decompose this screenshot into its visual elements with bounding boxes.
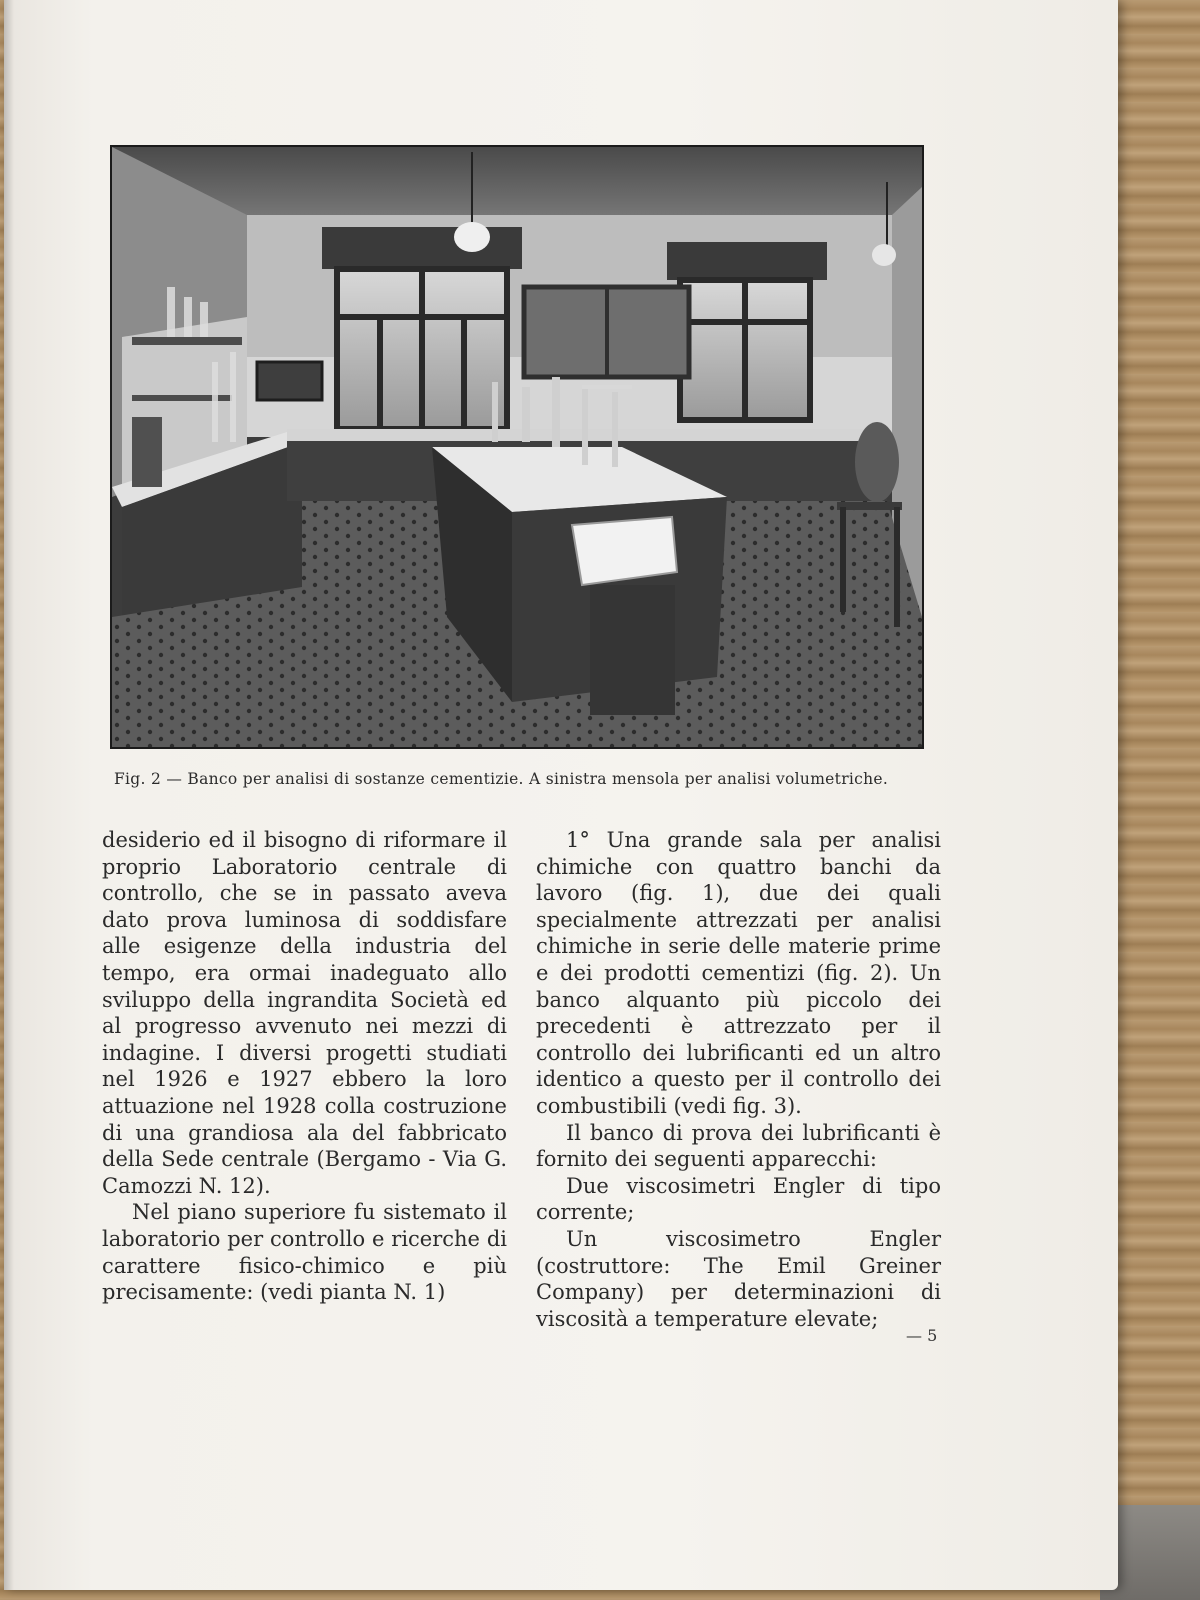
laboratory-photo-illustration [112, 147, 922, 747]
paragraph: Il banco di prova dei lubrificanti è fornito dei seguenti apparecchi: [536, 1120, 941, 1172]
text-column-left [102, 827, 507, 1306]
paragraph: 1° Una grande sala per analisi chimiche con quattro banchi da lavoro (fig. 1), due dei quali specialmente attrezzati per analisi chimiche in serie delle materie prime e dei prodotti cementizi (fig. 2). Un banco alquanto più piccolo dei precedenti è attrezzato per il controllo dei lubrificanti ed un altro identico a questo per il controllo dei combustibili (vedi fig. 3). [536, 828, 941, 1118]
figure-caption: Fig. 2 — Banco per analisi di sostanze cementizie. A sinistra mensola per analisi volumetriche. [114, 770, 889, 788]
paragraph: Nel piano superiore fu sistemato il laboratorio per controllo e ricerche di carattere fisico-chimico e più precisamente: (vedi pianta N. 1) [102, 1200, 507, 1305]
paragraph: desiderio ed il bisogno di riformare il proprio Laboratorio centrale di controllo, che se in passato aveva dato prova luminosa di soddisfare alle esigenze della industria del tempo, era ormai inadeguato allo sviluppo della ingrandita Società ed al progresso avvenuto nei mezzi di indagine. I diversi progetti studiati nel 1926 e 1927 ebbero la loro attuazione nel 1928 colla costruzione di una grandiosa ala del fabbricato della Sede centrale (Bergamo - Via G. Camozzi N. 12). [102, 828, 507, 1198]
document-page [4, 0, 1118, 1590]
page-binding-shadow [4, 0, 14, 1590]
laboratory-photograph [110, 145, 924, 749]
paragraph: Due viscosimetri Engler di tipo corrente; [536, 1173, 941, 1225]
text-column-right [536, 827, 941, 1332]
page-number: — 5 [906, 1326, 938, 1345]
paragraph: Un viscosimetro Engler (costruttore: The Emil Greiner Company) per determinazioni di viscosità a temperature elevate; [536, 1226, 941, 1331]
